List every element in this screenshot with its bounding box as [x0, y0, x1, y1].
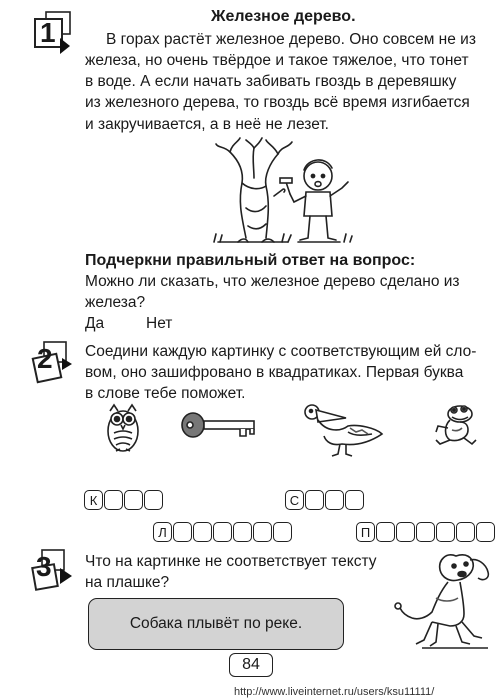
task1-text-line-3: в воде. А если начать забивать гвоздь в деревяшку — [85, 73, 457, 90]
watermark-url: http://www.liveinternet.ru/users/ksu11111/ — [234, 686, 435, 698]
letter-box[interactable] — [305, 490, 324, 510]
task1-text-line-2: железа, но очень твёрдое и такое тяжелое, что тонет — [85, 52, 469, 69]
letter-box[interactable] — [476, 522, 495, 542]
letter-box[interactable] — [456, 522, 475, 542]
letter-box[interactable] — [173, 522, 192, 542]
task3-text-line-2: на плашке? — [85, 574, 170, 591]
task1-text-line-4: из железного дерева, то гвоздь всё время изгибается — [85, 94, 470, 111]
first-letter-box[interactable]: Л — [153, 522, 172, 542]
letter-box[interactable] — [376, 522, 395, 542]
letter-box[interactable] — [396, 522, 415, 542]
letter-box[interactable] — [144, 490, 163, 510]
letter-box[interactable] — [233, 522, 252, 542]
task-number-badge-2 — [30, 340, 76, 388]
letter-box[interactable] — [253, 522, 272, 542]
frog-picture[interactable] — [432, 404, 478, 448]
letter-box[interactable] — [416, 522, 435, 542]
task2-text-line-1: Соедини каждую картинку с соответствующим ей сло- — [85, 343, 477, 360]
first-letter-box[interactable]: П — [356, 522, 375, 542]
letter-box[interactable] — [213, 522, 232, 542]
answer-no[interactable]: Нет — [146, 315, 173, 332]
task-number-badge-1 — [30, 10, 76, 58]
letter-box[interactable] — [436, 522, 455, 542]
iron-tree-boy-illustration — [208, 138, 368, 246]
task-number-1: 1 — [40, 17, 56, 48]
task-number-badge-3 — [30, 548, 76, 596]
caption-plate: Собака плывёт по реке. — [88, 598, 344, 650]
letter-box[interactable] — [273, 522, 292, 542]
key-picture[interactable] — [180, 410, 262, 440]
task1-title: Железное дерево. — [211, 8, 356, 25]
dog-picture[interactable] — [392, 548, 498, 652]
pelican-picture[interactable] — [296, 402, 386, 458]
task1-text-line-5: и закручивается, а в неё не лезет. — [85, 116, 329, 133]
task1-text-line-1: В горах растёт железное дерево. Оно совсем не из — [106, 31, 476, 48]
first-letter-box[interactable]: С — [285, 490, 304, 510]
letter-box[interactable] — [345, 490, 364, 510]
question-heading: Подчеркни правильный ответ на вопрос: — [85, 252, 416, 269]
question-line-1: Можно ли сказать, что железное дерево сделано из — [85, 273, 460, 290]
letter-box[interactable] — [104, 490, 123, 510]
first-letter-box[interactable]: К — [84, 490, 103, 510]
task2-text-line-2: вом, оно зашифровано в квадратиках. Первая буква — [85, 364, 464, 381]
task-number-2: 2 — [37, 343, 53, 374]
task2-text-line-3: в слове тебе поможет. — [85, 385, 246, 402]
task3-text-line-1: Что на картинке не соответствует тексту — [85, 553, 377, 570]
letter-box[interactable] — [193, 522, 212, 542]
question-line-2: железа? — [85, 294, 146, 311]
letter-box[interactable] — [124, 490, 143, 510]
page-number: 84 — [229, 653, 273, 677]
owl-picture[interactable] — [104, 403, 142, 453]
task-number-3: 3 — [36, 551, 52, 582]
letter-box[interactable] — [325, 490, 344, 510]
answer-yes[interactable]: Да — [85, 315, 105, 332]
